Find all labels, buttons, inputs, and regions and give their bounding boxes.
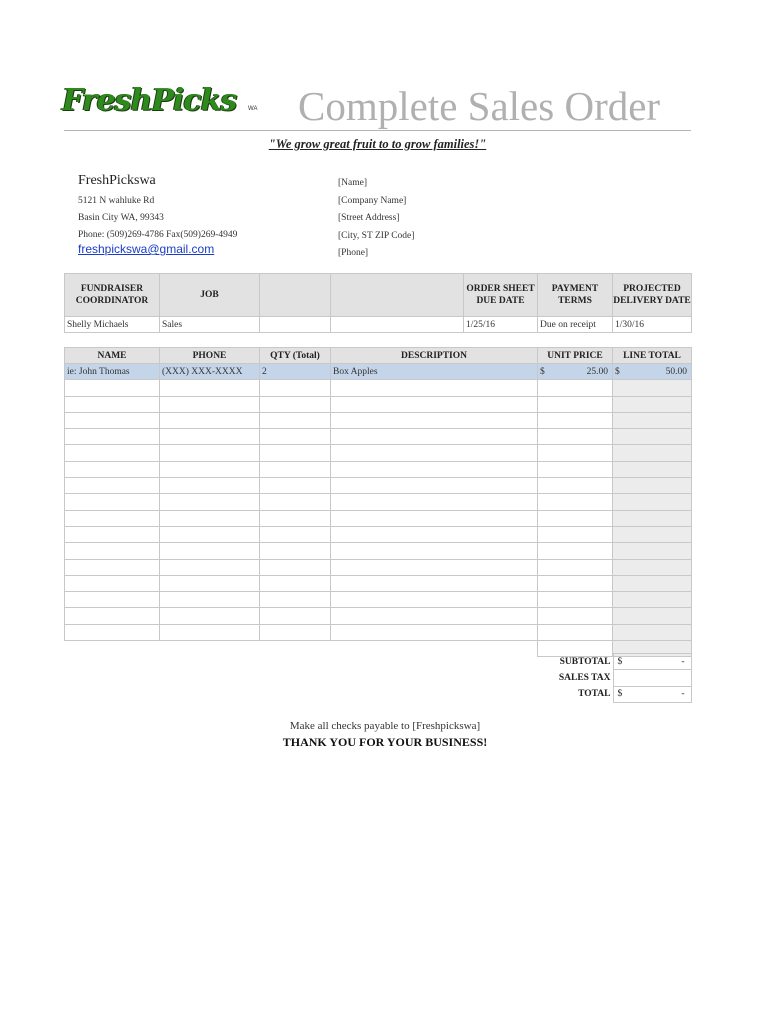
item-unit-price-cell[interactable] bbox=[538, 429, 613, 445]
item-unit-price-cell[interactable] bbox=[538, 396, 613, 412]
item-description-cell[interactable] bbox=[331, 575, 538, 591]
total-value: - bbox=[681, 689, 685, 700]
item-name-cell[interactable] bbox=[65, 396, 160, 412]
header-blank-1 bbox=[260, 274, 331, 317]
table-row bbox=[65, 575, 692, 591]
item-unit-price-cell[interactable] bbox=[538, 559, 613, 575]
table-row bbox=[65, 624, 692, 640]
item-qty-cell[interactable] bbox=[260, 478, 331, 494]
item-phone-cell[interactable] bbox=[160, 429, 260, 445]
item-qty-cell[interactable] bbox=[260, 624, 331, 640]
item-line-total-cell bbox=[613, 526, 692, 542]
item-name-cell[interactable]: ie: John Thomas bbox=[65, 364, 160, 380]
item-line-total-cell bbox=[613, 624, 692, 640]
item-unit-price-cell[interactable] bbox=[538, 445, 613, 461]
item-phone-cell[interactable] bbox=[160, 559, 260, 575]
subtotal-label: SUBTOTAL bbox=[559, 656, 611, 667]
subtotal-row bbox=[537, 654, 691, 670]
blank-cell-1[interactable] bbox=[260, 317, 331, 333]
item-unit-price-cell[interactable] bbox=[538, 608, 613, 624]
item-name-cell[interactable] bbox=[65, 380, 160, 396]
item-name-cell[interactable] bbox=[65, 559, 160, 575]
item-description-cell[interactable] bbox=[331, 592, 538, 608]
item-description-cell[interactable] bbox=[331, 380, 538, 396]
item-name-cell[interactable] bbox=[65, 592, 160, 608]
customer-street-field[interactable]: [Street Address] bbox=[338, 213, 400, 223]
item-line-total-cell bbox=[613, 608, 692, 624]
item-phone-cell[interactable] bbox=[160, 543, 260, 559]
header-blank-2 bbox=[331, 274, 464, 317]
payment-terms-cell[interactable]: Due on receipt bbox=[538, 317, 613, 333]
table-row bbox=[65, 445, 692, 461]
header-unit-price: UNIT PRICE bbox=[538, 348, 613, 364]
order-info-value-row bbox=[65, 317, 692, 333]
unit-price-currency: $ bbox=[540, 366, 545, 377]
seller-email-link[interactable]: freshpickswa@gmail.com bbox=[78, 242, 215, 256]
item-description-cell[interactable] bbox=[331, 510, 538, 526]
subtotal-currency: $ bbox=[617, 656, 623, 667]
item-qty-cell[interactable] bbox=[260, 543, 331, 559]
item-description-cell[interactable] bbox=[331, 559, 538, 575]
document-title: Complete Sales Order bbox=[298, 83, 661, 129]
item-line-total-cell bbox=[613, 592, 692, 608]
item-phone-cell[interactable] bbox=[160, 461, 260, 477]
seller-name: FreshPickswa bbox=[78, 173, 156, 188]
item-line-total-cell bbox=[613, 494, 692, 510]
item-qty-cell[interactable] bbox=[260, 575, 331, 591]
header-job: JOB bbox=[160, 274, 260, 317]
item-phone-cell[interactable] bbox=[160, 445, 260, 461]
item-phone-cell[interactable] bbox=[160, 494, 260, 510]
job-cell[interactable]: Sales bbox=[160, 317, 260, 333]
item-description-cell[interactable] bbox=[331, 543, 538, 559]
header-fundraiser-coordinator: FUNDRAISER COORDINATOR bbox=[65, 274, 160, 317]
item-phone-cell[interactable]: (XXX) XXX-XXXX bbox=[160, 364, 260, 380]
logo-suffix: WA bbox=[248, 106, 258, 112]
item-line-total-cell bbox=[613, 543, 692, 559]
item-name-cell[interactable] bbox=[65, 412, 160, 428]
table-row bbox=[65, 494, 692, 510]
item-line-total-cell bbox=[613, 429, 692, 445]
item-name-cell[interactable] bbox=[65, 608, 160, 624]
item-phone-cell[interactable] bbox=[160, 641, 260, 657]
item-unit-price-cell[interactable] bbox=[538, 510, 613, 526]
logo-wordmark: FreshPicks bbox=[62, 83, 237, 118]
title-divider bbox=[64, 130, 691, 131]
item-qty-cell[interactable] bbox=[260, 510, 331, 526]
subtotal-value-cell bbox=[613, 654, 691, 670]
item-description-cell[interactable] bbox=[331, 608, 538, 624]
table-row bbox=[65, 429, 692, 445]
header-payment-terms: PAYMENT TERMS bbox=[538, 274, 613, 317]
item-phone-cell[interactable] bbox=[160, 380, 260, 396]
table-row bbox=[65, 478, 692, 494]
item-name-cell[interactable] bbox=[65, 461, 160, 477]
item-phone-cell[interactable] bbox=[160, 396, 260, 412]
item-qty-cell[interactable] bbox=[260, 494, 331, 510]
item-unit-price-cell[interactable] bbox=[538, 478, 613, 494]
header-line-total: LINE TOTAL bbox=[613, 348, 692, 364]
sales-tax-label: SALES TAX bbox=[558, 672, 611, 683]
item-line-total-cell bbox=[613, 396, 692, 412]
item-line-total-cell bbox=[613, 559, 692, 575]
header-projected-delivery-date: PROJECTED DELIVERY DATE bbox=[613, 274, 692, 317]
item-qty-cell[interactable] bbox=[260, 429, 331, 445]
item-qty-cell[interactable] bbox=[260, 641, 331, 657]
thank-you-note: THANK YOU FOR YOUR BUSINESS! bbox=[282, 735, 488, 749]
item-description-cell[interactable] bbox=[331, 461, 538, 477]
customer-city-field[interactable]: [City, ST ZIP Code] bbox=[338, 231, 415, 241]
table-row bbox=[65, 592, 692, 608]
order-info-header-row bbox=[65, 274, 692, 317]
item-line-total-cell bbox=[613, 380, 692, 396]
order-info-table bbox=[64, 273, 692, 333]
header-phone: PHONE bbox=[160, 348, 260, 364]
item-qty-cell[interactable] bbox=[260, 396, 331, 412]
line-items-table bbox=[64, 347, 692, 657]
item-description-cell[interactable] bbox=[331, 641, 538, 657]
header-name: NAME bbox=[65, 348, 160, 364]
total-currency: $ bbox=[617, 689, 623, 700]
item-name-cell[interactable] bbox=[65, 543, 160, 559]
item-name-cell[interactable] bbox=[65, 641, 160, 657]
item-description-cell[interactable] bbox=[331, 478, 538, 494]
item-line-total-cell bbox=[613, 575, 692, 591]
item-qty-cell[interactable] bbox=[260, 445, 331, 461]
item-unit-price-cell[interactable] bbox=[538, 461, 613, 477]
item-unit-price-cell[interactable] bbox=[538, 624, 613, 640]
item-name-cell[interactable] bbox=[65, 478, 160, 494]
header-qty: QTY (Total) bbox=[260, 348, 331, 364]
line-total-currency: $ bbox=[615, 366, 620, 377]
item-phone-cell[interactable] bbox=[160, 526, 260, 542]
item-phone-cell[interactable] bbox=[160, 575, 260, 591]
unit-price-value: 25.00 bbox=[586, 366, 608, 377]
item-unit-price-cell[interactable] bbox=[538, 592, 613, 608]
table-row bbox=[65, 559, 692, 575]
due-date-cell[interactable]: 1/25/16 bbox=[464, 317, 538, 333]
sales-tax-value[interactable] bbox=[613, 670, 691, 686]
header-description: DESCRIPTION bbox=[331, 348, 538, 364]
total-value-cell bbox=[613, 686, 691, 702]
tagline: "We grow great fruit to to grow families!" bbox=[268, 137, 487, 151]
coordinator-cell[interactable]: Shelly Michaels bbox=[65, 317, 160, 333]
customer-name-field[interactable]: [Name] bbox=[338, 178, 368, 188]
company-logo bbox=[62, 84, 258, 122]
table-row bbox=[65, 526, 692, 542]
table-row bbox=[65, 461, 692, 477]
item-name-cell[interactable] bbox=[65, 429, 160, 445]
item-qty-cell[interactable] bbox=[260, 559, 331, 575]
item-description-cell[interactable] bbox=[331, 445, 538, 461]
item-unit-price-cell[interactable] bbox=[538, 526, 613, 542]
blank-cell-2[interactable] bbox=[331, 317, 464, 333]
table-row bbox=[65, 396, 692, 412]
seller-city: Basin City WA, 99343 bbox=[78, 213, 164, 223]
payable-note: Make all checks payable to [Freshpickswa] bbox=[289, 720, 481, 732]
item-line-total-cell bbox=[613, 510, 692, 526]
item-description-cell[interactable] bbox=[331, 494, 538, 510]
table-row bbox=[65, 608, 692, 624]
item-description-cell[interactable] bbox=[331, 396, 538, 412]
item-line-total-cell bbox=[613, 445, 692, 461]
item-phone-cell[interactable] bbox=[160, 624, 260, 640]
item-name-cell[interactable] bbox=[65, 624, 160, 640]
table-row bbox=[65, 543, 692, 559]
item-unit-price-cell[interactable] bbox=[538, 364, 613, 380]
item-unit-price-cell[interactable] bbox=[538, 575, 613, 591]
line-total-value: 50.00 bbox=[665, 366, 687, 377]
item-phone-cell[interactable] bbox=[160, 510, 260, 526]
item-name-cell[interactable] bbox=[65, 575, 160, 591]
item-phone-cell[interactable] bbox=[160, 608, 260, 624]
item-line-total-cell bbox=[613, 364, 692, 380]
seller-address: 5121 N wahluke Rd bbox=[78, 196, 155, 206]
item-line-total-cell bbox=[613, 461, 692, 477]
item-line-total-cell bbox=[613, 412, 692, 428]
item-phone-cell[interactable] bbox=[160, 592, 260, 608]
item-qty-cell[interactable] bbox=[260, 412, 331, 428]
item-description-cell[interactable] bbox=[331, 412, 538, 428]
item-description-cell[interactable] bbox=[331, 429, 538, 445]
item-line-total-cell bbox=[613, 478, 692, 494]
table-row bbox=[65, 364, 692, 380]
item-description-cell[interactable]: Box Apples bbox=[331, 364, 538, 380]
item-qty-cell[interactable] bbox=[260, 608, 331, 624]
seller-phone: Phone: (509)269-4786 Fax(509)269-4949 bbox=[78, 230, 238, 240]
subtotal-value: - bbox=[681, 656, 685, 667]
item-qty-cell[interactable] bbox=[260, 592, 331, 608]
total-row bbox=[537, 686, 691, 702]
table-row bbox=[65, 510, 692, 526]
item-name-cell[interactable] bbox=[65, 510, 160, 526]
table-row bbox=[65, 380, 692, 396]
delivery-date-cell[interactable]: 1/30/16 bbox=[613, 317, 692, 333]
item-name-cell[interactable] bbox=[65, 494, 160, 510]
item-unit-price-cell[interactable] bbox=[538, 412, 613, 428]
customer-company-field[interactable]: [Company Name] bbox=[338, 196, 407, 206]
item-description-cell[interactable] bbox=[331, 526, 538, 542]
item-name-cell[interactable] bbox=[65, 445, 160, 461]
item-name-cell[interactable] bbox=[65, 526, 160, 542]
totals-table bbox=[537, 653, 692, 703]
header-order-sheet-due-date: ORDER SHEET DUE DATE bbox=[464, 274, 538, 317]
item-qty-cell[interactable] bbox=[260, 526, 331, 542]
item-unit-price-cell[interactable] bbox=[538, 494, 613, 510]
item-qty-cell[interactable] bbox=[260, 380, 331, 396]
customer-phone-field[interactable]: [Phone] bbox=[338, 248, 369, 258]
sales-tax-row bbox=[537, 670, 691, 686]
total-label: TOTAL bbox=[578, 689, 611, 700]
item-phone-cell[interactable] bbox=[160, 412, 260, 428]
item-phone-cell[interactable] bbox=[160, 478, 260, 494]
items-header-row bbox=[65, 348, 692, 364]
item-unit-price-cell[interactable] bbox=[538, 543, 613, 559]
table-row bbox=[65, 412, 692, 428]
item-description-cell[interactable] bbox=[331, 624, 538, 640]
item-unit-price-cell[interactable] bbox=[538, 380, 613, 396]
item-qty-cell[interactable] bbox=[260, 461, 331, 477]
item-qty-cell[interactable]: 2 bbox=[260, 364, 331, 380]
